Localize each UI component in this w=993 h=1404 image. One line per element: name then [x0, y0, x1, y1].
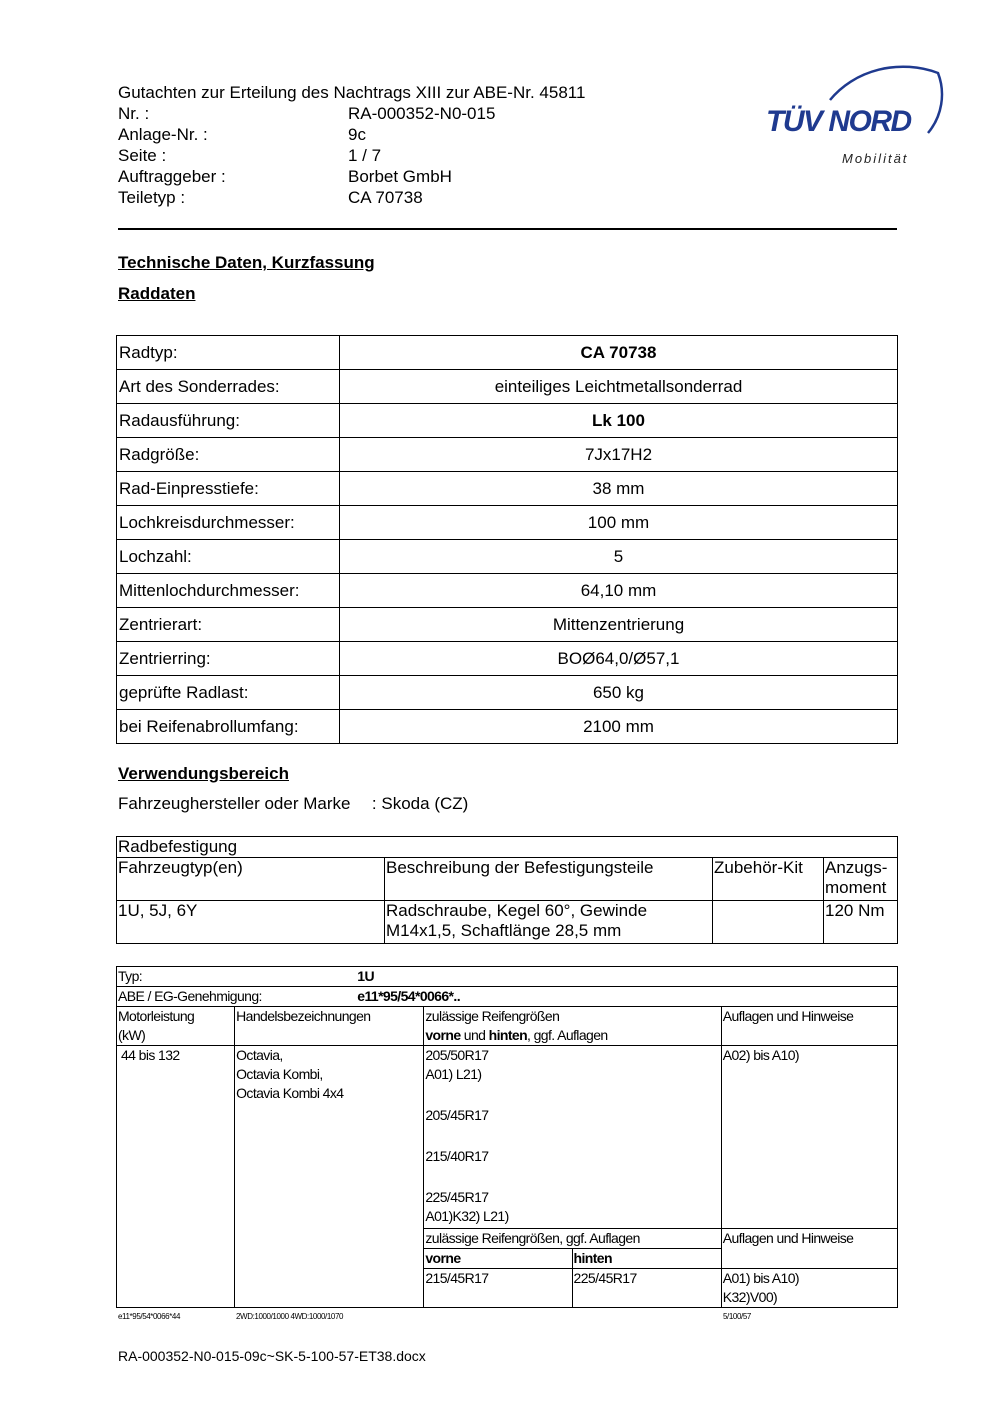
wheel-data-row: [117, 438, 898, 472]
header-value: RA-000352-N0-015: [348, 104, 496, 123]
wheel-data-value: Lk 100: [340, 404, 898, 438]
section-wheel-data: Raddaten: [118, 284, 196, 303]
col-power-line2: (kW): [118, 1027, 146, 1043]
tyres-and-word: und: [460, 1027, 489, 1043]
header-value: 1 / 7: [348, 146, 382, 165]
col-tyres-header: [424, 1007, 721, 1046]
header-value: Borbet GmbH: [348, 167, 452, 186]
wheel-data-label: geprüfte Radlast:: [117, 676, 340, 710]
tyre-sizes: [424, 1046, 721, 1229]
wheel-data-label: Mittenlochdurchmesser:: [117, 574, 340, 608]
header-value: CA 70738: [348, 188, 423, 207]
col-power-header: [117, 1007, 235, 1046]
type-value: 1U: [357, 968, 374, 984]
wheel-data-value: 64,10 mm: [340, 574, 898, 608]
wheel-data-value: 7Jx17H2: [340, 438, 898, 472]
wheel-data-table: [116, 335, 898, 744]
wheel-data-label: Radgröße:: [117, 438, 340, 472]
wheel-data-label: Rad-Einpresstiefe:: [117, 472, 340, 506]
mount-types: 1U, 5J, 6Y: [117, 901, 385, 944]
trade-names: [235, 1046, 424, 1308]
wheel-data-value: 650 kg: [340, 676, 898, 710]
header-row-nr: [118, 103, 758, 124]
wheel-data-value: CA 70738: [340, 336, 898, 370]
torque-header-line2: moment: [825, 878, 887, 897]
wheel-data-label: Zentrierart:: [117, 608, 340, 642]
wheel-data-value: Mittenzentrierung: [340, 608, 898, 642]
tyre-notes: A02) bis A10): [721, 1046, 897, 1229]
footnote-left: e11*95/54*0066*44: [118, 1312, 181, 1321]
manufacturer-label: Fahrzeughersteller oder Marke: [118, 794, 351, 813]
wheel-data-row: [117, 472, 898, 506]
mount-kit: [713, 901, 824, 944]
mount-header-torque: [824, 858, 898, 901]
wheel-data-row: [117, 404, 898, 438]
header-key: Seite :: [118, 146, 167, 165]
mount-desc-line1: Radschraube, Kegel 60°, Gewinde: [386, 901, 648, 920]
col-power-line1: Motorleistung: [118, 1008, 195, 1024]
wheel-data-label: bei Reifenabrollumfang:: [117, 710, 340, 744]
wheel-data-value: 2100 mm: [340, 710, 898, 744]
tyres-front-word: vorne: [425, 1027, 461, 1043]
header-value: 9c: [348, 125, 366, 144]
power-range: 44 bis 132: [117, 1046, 235, 1308]
header-key: Anlage-Nr. :: [118, 125, 208, 144]
tyre-size: 215/40R17: [425, 1148, 489, 1164]
mixed-note: A01) bis A10): [722, 1270, 799, 1286]
front-label: vorne: [424, 1249, 572, 1269]
tuv-nord-logo: [760, 55, 945, 175]
col-tyres-line2: [425, 1026, 719, 1045]
wheel-data-row: [117, 506, 898, 540]
type-row: [117, 967, 898, 987]
mount-desc-line2: M14x1,5, Schaftlänge 28,5 mm: [386, 921, 622, 940]
wheel-data-row: [117, 642, 898, 676]
wheel-data-row: [117, 540, 898, 574]
wheel-data-row: [117, 574, 898, 608]
mounting-caption: Radbefestigung: [117, 837, 898, 858]
rear-label: hinten: [572, 1249, 721, 1269]
rear-size: 225/45R17: [572, 1269, 721, 1308]
tyre-note: A01) L21): [425, 1066, 482, 1082]
document-title: Gutachten zur Erteilung des Nachtrags XIII zur ABE-Nr. 45811: [118, 83, 586, 102]
mount-torque: 120 Nm: [824, 901, 898, 944]
tyre-note: A01)K32) L21): [425, 1208, 509, 1224]
col-notes-header: Auflagen und Hinweise: [721, 1007, 897, 1046]
abe-row: [117, 987, 898, 1007]
tyre-size: 205/45R17: [425, 1107, 489, 1123]
type-label: Typ:: [118, 968, 143, 984]
header-row-auftraggeber: [118, 166, 758, 187]
wheel-data-row: [117, 710, 898, 744]
wheel-data-row: [117, 676, 898, 710]
col-tyres-line1: zulässige Reifengrößen: [425, 1008, 560, 1024]
wheel-data-label: Art des Sonderrades:: [117, 370, 340, 404]
trade-name: Octavia Kombi 4x4: [236, 1085, 344, 1101]
mount-header-kit: Zubehör-Kit: [713, 858, 824, 901]
torque-header-line1: Anzugs-: [825, 858, 888, 877]
col-names-header: Handelsbezeichnungen: [235, 1007, 424, 1046]
wheel-data-value: einteiliges Leichtmetallsonderrad: [340, 370, 898, 404]
logo-wordmark: TÜV NORD: [766, 105, 911, 138]
footnote-mid: 2WD:1000/1000 4WD:1000/1070: [236, 1312, 344, 1321]
mount-description: [385, 901, 713, 944]
section-technical: Technische Daten, Kurzfassung: [118, 253, 375, 272]
manufacturer-line: [118, 794, 468, 814]
wheel-data-value: 5: [340, 540, 898, 574]
manufacturer-value: Skoda (CZ): [381, 794, 469, 813]
wheel-data-row: [117, 608, 898, 642]
tyres-rear-word: hinten: [488, 1027, 528, 1043]
mixed-header: zulässige Reifengrößen, ggf. Auflagen: [424, 1229, 721, 1249]
wheel-data-label: Zentrierring:: [117, 642, 340, 676]
abe-label: ABE / EG-Genehmigung:: [118, 988, 262, 1004]
tyre-size: 205/50R17: [425, 1047, 489, 1063]
header-key: Teiletyp :: [118, 188, 186, 207]
mount-header-types: Fahrzeugtyp(en): [117, 858, 385, 901]
mount-header-desc: Beschreibung der Befestigungsteile: [385, 858, 713, 901]
wheel-data-row: [117, 336, 898, 370]
header-key: Nr. :: [118, 104, 150, 123]
section-usage: Verwendungsbereich: [118, 764, 289, 783]
document-filename: RA-000352-N0-015-09c~SK-5-100-57-ET38.docx: [118, 1348, 426, 1364]
wheel-data-row: [117, 370, 898, 404]
mounting-table: [116, 836, 898, 944]
wheel-data-value: 100 mm: [340, 506, 898, 540]
wheel-data-label: Lochkreisdurchmesser:: [117, 506, 340, 540]
tyre-size: 225/45R17: [425, 1189, 489, 1205]
footnote-right: 5/100/57: [723, 1312, 751, 1321]
type-table: [116, 966, 898, 1308]
logo-subtitle: Mobilität: [842, 151, 909, 166]
header-divider: [118, 228, 897, 230]
mixed-notes: [721, 1269, 897, 1308]
trade-name: Octavia Kombi,: [236, 1066, 323, 1082]
header-row-anlage: [118, 124, 758, 145]
header-row-seite: [118, 145, 758, 166]
wheel-data-value: 38 mm: [340, 472, 898, 506]
header-key: Auftraggeber :: [118, 167, 226, 186]
wheel-data-label: Radtyp:: [117, 336, 340, 370]
tyres-suffix: , ggf. Auflagen: [527, 1027, 608, 1043]
trade-name: Octavia,: [236, 1047, 283, 1063]
mixed-notes-header: Auflagen und Hinweise: [721, 1229, 897, 1269]
header-row-teiletyp: [118, 187, 758, 208]
mixed-note: K32)V00): [722, 1289, 778, 1305]
front-size: 215/45R17: [424, 1269, 572, 1308]
abe-value: e11*95/54*0066*..: [357, 988, 460, 1004]
wheel-data-value: BOØ64,0/Ø57,1: [340, 642, 898, 676]
wheel-data-label: Radausführung:: [117, 404, 340, 438]
manufacturer-separator: :: [371, 794, 377, 813]
wheel-data-label: Lochzahl:: [117, 540, 340, 574]
